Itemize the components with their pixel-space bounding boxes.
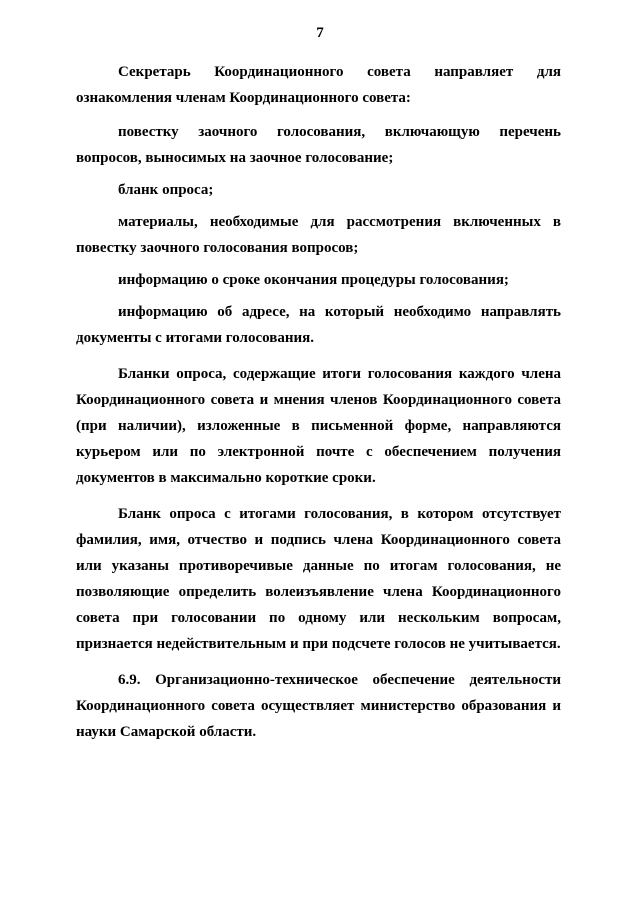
list-item-address-info: информацию об адресе, на который необходимо направлять документы с итогами голосования. [76, 304, 561, 346]
list-item-agenda: повестку заочного голосования, включающую перечень вопросов, выносимых на заочное голосование; [76, 124, 561, 166]
list-item-deadline-info: информацию о сроке окончания процедуры голосования; [118, 272, 509, 288]
paragraph-invalid-form: Бланк опроса с итогами голосования, в котором отсутствует фамилия, имя, отчество и подпись члена Координационного совета или указаны противоречивые данные по итогам голосования, не позволяющие определить волеизъявление члена Координационного совета при голосовании по одному или нескольким вопросам, признается недействительным и при подсчете голосов не учитывается. [76, 506, 561, 652]
page-number: 7 [316, 25, 324, 41]
document-body [76, 59, 561, 755]
paragraph-section-6-9: 6.9. Организационно-техническое обеспечение деятельности Координационного совета осуществляет министерство образования и науки Самарской области. [76, 672, 561, 740]
paragraph-secretary-sends: Секретарь Координационного совета направляет для ознакомления членам Координационного совета: [76, 64, 561, 106]
paragraph-survey-forms-delivery: Бланки опроса, содержащие итоги голосования каждого члена Координационного совета и мнения членов Координационного совета (при наличии), изложенные в письменной форме, направляются курьером или по электронной почте с обеспечением получения документов в максимально короткие сроки. [76, 366, 561, 486]
list-item-survey-form: бланк опроса; [118, 182, 214, 198]
list-item-materials: материалы, необходимые для рассмотрения включенных в повестку заочного голосования вопросов; [76, 214, 561, 256]
